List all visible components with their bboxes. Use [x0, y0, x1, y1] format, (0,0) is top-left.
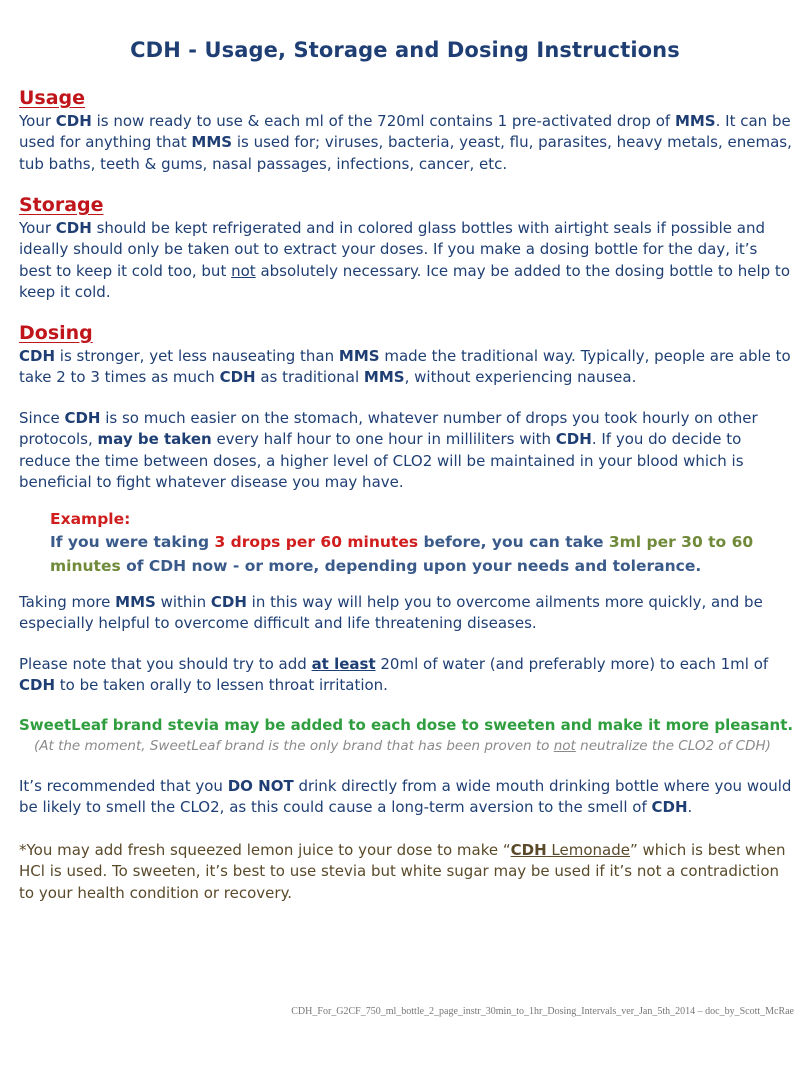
text: before, you can take [418, 533, 609, 551]
bold-text: CDH [19, 347, 56, 365]
text: ” which is best when HCl is used. To sweeten, it’s best to use stevia but white sugar may be used if it’s not a contradiction to your health condition or recovery. [19, 841, 786, 902]
dosing-heading: Dosing [19, 322, 93, 344]
bold-text: MMS [191, 133, 233, 152]
text: every half hour to one hour in milliliters with [211, 430, 556, 449]
bold-text: MMS [674, 112, 716, 130]
bold-text: CDH [64, 409, 101, 427]
bold-underlined-text: at least [311, 655, 376, 673]
example-label: Example: [50, 510, 131, 528]
text: is stronger, yet less nauseating than [55, 347, 339, 365]
bold-text: MMS [363, 368, 405, 387]
stevia-line: SweetLeaf brand stevia may be added to each dose to sweeten and make it more pleasant. [19, 716, 794, 734]
text: made the traditional way. Typically, people are able to take 2 to 3 times as much [19, 347, 791, 387]
text: Taking more [19, 593, 116, 611]
text: as traditional [255, 368, 364, 387]
footer-filename: CDH_For_G2CF_750_ml_bottle_2_page_instr_30min_to_1hr_Dosing_Intervals_ver_Jan_5th_2014 – doc_by_Scott_McRae [291, 1006, 794, 1017]
stevia-note [34, 738, 804, 754]
text: 20ml of water (and preferably more) to each 1ml of [375, 655, 769, 673]
text: within [155, 593, 211, 611]
text: absolutely necessary. Ice may be added to the dosing bottle to help to keep it cold. [19, 261, 790, 301]
recommend-paragraph [19, 776, 794, 819]
bold-text: DO NOT [227, 777, 294, 795]
highlight-red: 3 drops per 60 minutes [214, 533, 419, 551]
bold-text: CDH [19, 676, 56, 695]
text: . It can be used for anything that [19, 112, 791, 152]
text: It’s recommended that you [19, 777, 228, 795]
text: Since [19, 409, 65, 427]
text: to be taken orally to lessen throat irritation. [55, 676, 388, 695]
bold-text: MMS [115, 593, 156, 611]
text: , without experiencing nausea. [404, 368, 637, 387]
text: is now ready to use & each ml of the 720ml contains 1 pre-activated drop of [91, 112, 675, 130]
dosing-paragraph-2 [19, 408, 794, 493]
lemon-paragraph [19, 840, 794, 904]
storage-heading: Storage [19, 194, 104, 216]
page-title: CDH - Usage, Storage and Dosing Instructions [130, 38, 680, 62]
bold-text: CDH [210, 593, 247, 611]
bold-text: CDH [651, 798, 688, 817]
text: drink directly from a wide mouth drinking bottle where you would be likely to smell the CLO2, as this could cause a long-term aversion to the smell of [19, 777, 792, 817]
text: is used for; viruses, bacteria, yeast, flu, parasites, heavy metals, enemas, tub baths, teeth & gums, nasal passages, infections, cancer, etc. [19, 133, 792, 173]
more-paragraph [19, 592, 794, 635]
example-text [50, 530, 780, 578]
bold-text: CDH [55, 112, 92, 130]
storage-paragraph [19, 218, 794, 303]
text: Your [19, 112, 56, 130]
text: of CDH now - or more, depending upon your needs and tolerance. [120, 557, 702, 575]
text: in this way will help you to overcome ailments more quickly, and be especially helpful to overcome difficult and life threatening diseases. [19, 593, 763, 633]
dosing-paragraph-1 [19, 346, 794, 389]
text: . If you do decide to reduce the time between doses, a higher level of CLO2 will be maintained in your blood which is beneficial to fight whatever disease you may have. [19, 430, 744, 491]
text: should be kept refrigerated and in colored glass bottles with airtight seals if possible and ideally should only be taken out to extract your doses. If you make a dosing bottle for the day, it’s best to keep it cold too, but [19, 219, 766, 280]
bold-text: MMS [338, 347, 380, 365]
text: If you were taking [50, 533, 215, 551]
usage-heading: Usage [19, 87, 86, 109]
highlight-olive: 3ml per 30 to 60 minutes [50, 533, 754, 575]
underlined-text: not [553, 738, 576, 754]
bold-text: may be taken [97, 430, 212, 449]
underlined-text: not [231, 261, 256, 280]
text: . [687, 798, 693, 817]
text: is so much easier on the stomach, whatever number of drops you took hourly on other protocols, [19, 409, 758, 449]
bold-text: CDH [219, 368, 256, 387]
text: (At the moment, SweetLeaf brand is the only brand that has been proven to [34, 738, 554, 754]
text: *You may add fresh squeezed lemon juice to your dose to make “ [19, 841, 511, 859]
bold-underlined-text: CDH [510, 841, 547, 859]
usage-paragraph [19, 111, 794, 175]
bold-text: CDH [55, 219, 92, 237]
bold-text: CDH [555, 430, 592, 449]
text: neutralize the CLO2 of CDH) [575, 738, 771, 754]
underlined-text: Lemonade [546, 841, 630, 859]
text: Please note that you should try to add [19, 655, 312, 673]
water-paragraph [19, 654, 794, 697]
text: Your [19, 219, 56, 237]
